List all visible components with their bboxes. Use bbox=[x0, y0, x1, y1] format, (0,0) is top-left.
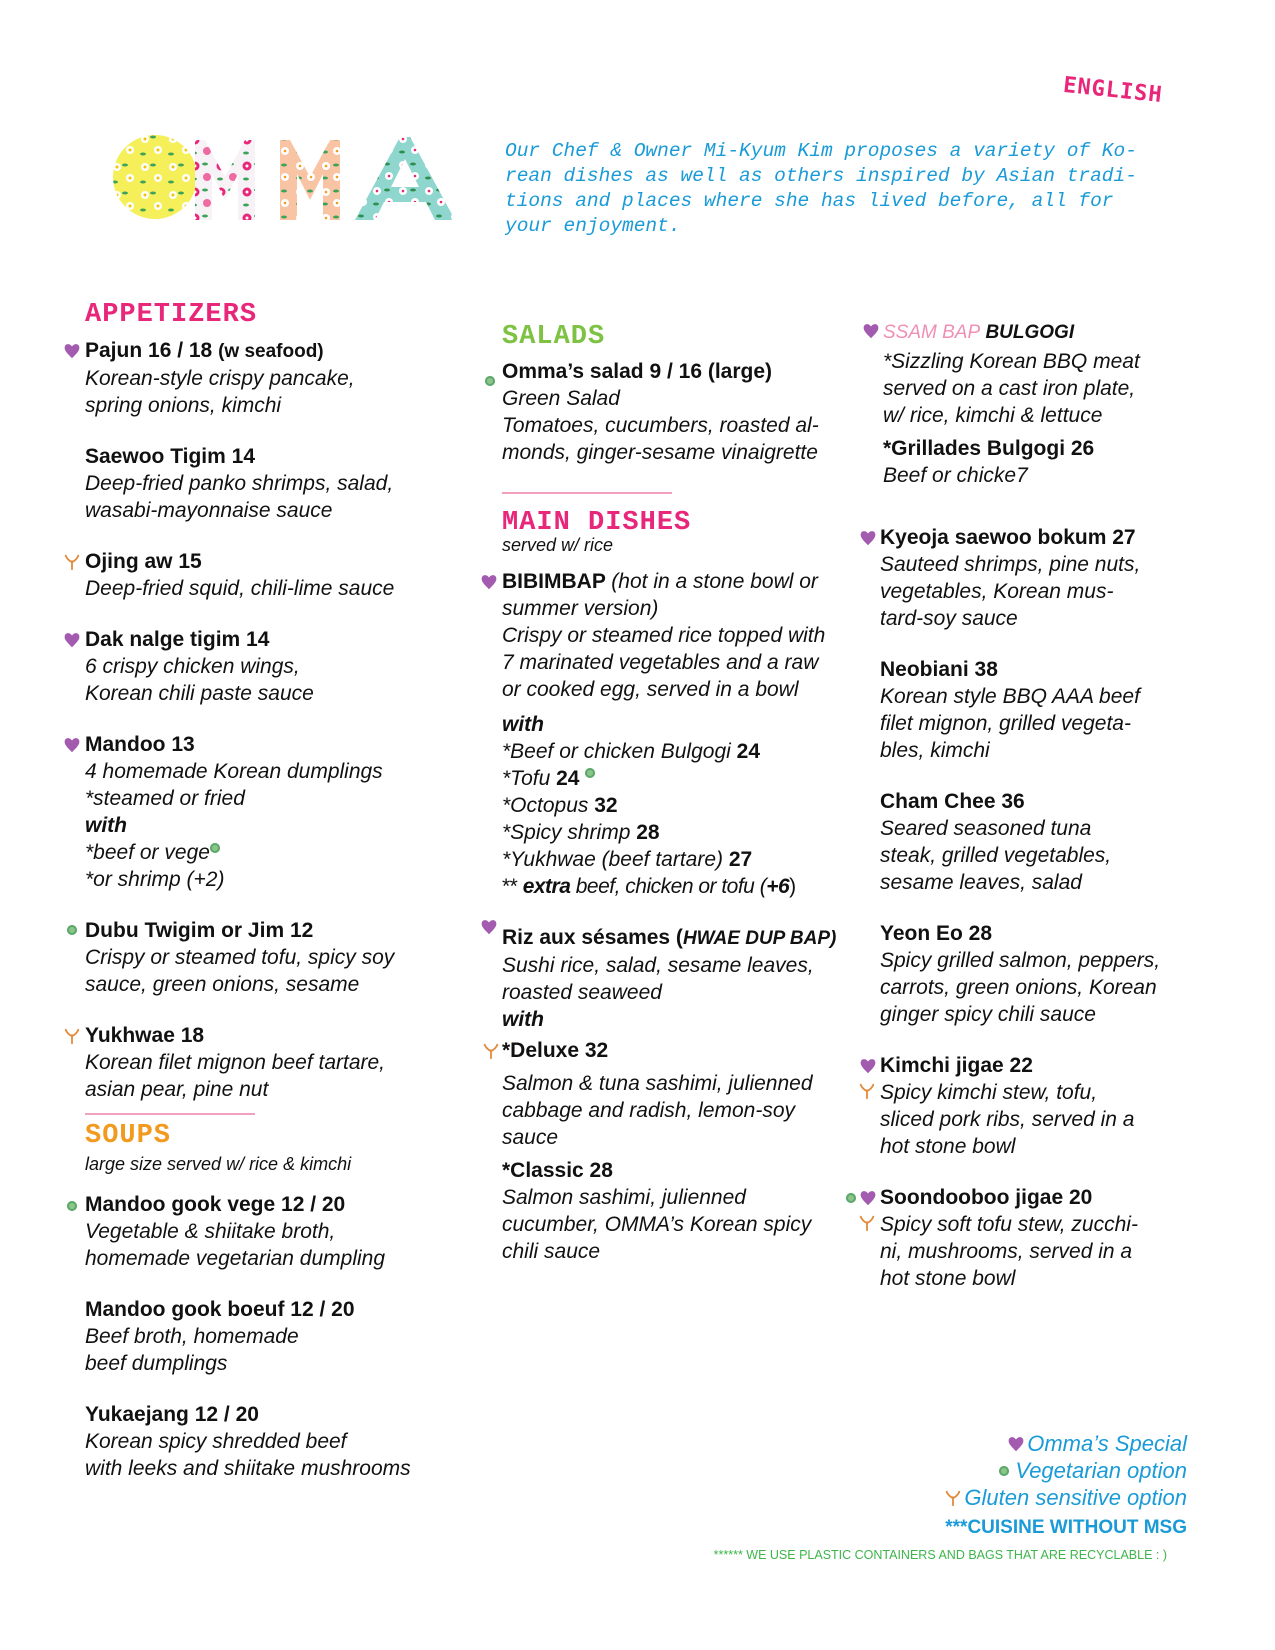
menu-item-dubu-twigim bbox=[85, 917, 455, 998]
item-option: *or shrimp (+2) bbox=[85, 868, 225, 891]
item-desc: 7 marinated vegetables and a raw bbox=[502, 651, 819, 674]
item-desc: Korean-style crispy pancake, bbox=[85, 367, 355, 390]
item-desc: tard-soy sauce bbox=[880, 607, 1018, 630]
option-label: *Beef or chicken Bulgogi bbox=[502, 740, 731, 763]
item-desc: beef dumplings bbox=[85, 1352, 228, 1375]
menu-item-kyeoja-saewoo-bokum bbox=[880, 524, 1180, 632]
sprout-icon bbox=[858, 1082, 876, 1100]
right-column-items bbox=[880, 524, 1180, 1292]
extra-bold: extra bbox=[522, 875, 571, 898]
menu-item-riz-aux-sesames bbox=[502, 924, 862, 1265]
soups-subtitle: large size served w/ rice & kimchi bbox=[85, 1154, 352, 1174]
sprout-icon bbox=[858, 1214, 876, 1232]
option-desc: Salmon sashimi, julienned bbox=[502, 1186, 746, 1209]
item-desc: ni, mushrooms, served in a bbox=[880, 1240, 1133, 1263]
item-desc: roasted seaweed bbox=[502, 981, 662, 1004]
item-name: Soondooboo jigae 20 bbox=[880, 1186, 1093, 1209]
option-price: 24 bbox=[736, 740, 761, 763]
item-desc: Sauteed shrimps, pine nuts, bbox=[880, 553, 1141, 576]
item-desc: hot stone bowl bbox=[880, 1267, 1016, 1290]
option-name: *Deluxe 32 bbox=[502, 1039, 609, 1062]
dot-icon bbox=[210, 843, 220, 853]
item-desc: sesame leaves, salad bbox=[880, 871, 1082, 894]
item-desc: with leeks and shiitake mushrooms bbox=[85, 1457, 411, 1480]
extra-close: ) bbox=[789, 875, 796, 898]
legend-vegetarian: Vegetarian option bbox=[1015, 1458, 1187, 1483]
divider bbox=[85, 1113, 255, 1115]
item-desc: Green Salad bbox=[502, 387, 620, 410]
intro-line: rean dishes as well as others inspired by Asian tradi- bbox=[505, 165, 1137, 187]
menu-item-mandoo-gook-boeuf bbox=[85, 1296, 455, 1377]
item-name-italic: HWAE DUP BAP) bbox=[682, 928, 837, 949]
item-name: *Grillades Bulgogi 26 bbox=[883, 437, 1095, 460]
legend-gluten: Gluten sensitive option bbox=[964, 1485, 1187, 1510]
item-with: with bbox=[85, 814, 127, 837]
item-option: *beef or vege bbox=[85, 841, 210, 864]
item-desc: Deep-fried panko shrimps, salad, bbox=[85, 472, 394, 495]
item-name: Kimchi jigae 22 bbox=[880, 1054, 1033, 1077]
option-name: *Classic 28 bbox=[502, 1159, 613, 1182]
left-column bbox=[85, 300, 455, 1482]
item-name: Neobiani 38 bbox=[880, 658, 998, 681]
item-name: Riz aux sésames ( bbox=[502, 926, 683, 949]
divider bbox=[502, 492, 672, 494]
extra-text: beef, chicken or tofu ( bbox=[575, 875, 767, 898]
item-desc: bles, kimchi bbox=[880, 739, 990, 762]
option-deluxe bbox=[502, 1037, 862, 1151]
option-desc: chili sauce bbox=[502, 1240, 601, 1263]
item-name: Dubu Twigim or Jim 12 bbox=[85, 919, 314, 942]
item-desc: Beef or chicke7 bbox=[883, 464, 1028, 487]
menu-item-saewoo-tigim bbox=[85, 443, 455, 524]
middle-column bbox=[502, 322, 862, 1265]
item-desc: 4 homemade Korean dumplings bbox=[85, 760, 383, 783]
right-column bbox=[883, 322, 1183, 489]
menu-item-kimchi-jigae bbox=[880, 1052, 1180, 1160]
item-desc: sauce, green onions, sesame bbox=[85, 973, 360, 996]
item-desc: *Sizzling Korean BBQ meat bbox=[883, 350, 1140, 373]
legend bbox=[767, 1430, 1187, 1539]
item-desc: filet mignon, grilled vegeta- bbox=[880, 712, 1131, 735]
item-desc: summer version) bbox=[502, 597, 659, 620]
extra-prefix: ** bbox=[502, 875, 518, 898]
item-name: Yukhwae 18 bbox=[85, 1024, 205, 1047]
soups-heading: SOUPS bbox=[85, 1121, 172, 1151]
option-label: *Octopus bbox=[502, 794, 589, 817]
menu-item-grillades-bulgogi bbox=[883, 435, 1183, 489]
intro-line: tions and places where she has lived before, all for bbox=[505, 190, 1114, 212]
menu-item-ojing-aw bbox=[85, 548, 455, 602]
legend-special: Omma’s Special bbox=[1027, 1431, 1187, 1456]
menu-item-neobiani bbox=[880, 656, 1180, 764]
msg-notice: ***CUISINE WITHOUT MSG bbox=[945, 1517, 1187, 1538]
intro-text bbox=[505, 139, 1195, 239]
item-desc: ginger spicy chili sauce bbox=[880, 1003, 1096, 1026]
heart-icon bbox=[63, 736, 81, 754]
menu-item-cham-chee bbox=[880, 788, 1180, 896]
item-desc: or cooked egg, served in a bowl bbox=[502, 678, 799, 701]
heart-icon bbox=[63, 342, 81, 360]
item-desc: served on a cast iron plate, bbox=[883, 377, 1136, 400]
menu-item-soondooboo-jigae bbox=[880, 1184, 1180, 1292]
item-desc: wasabi-mayonnaise sauce bbox=[85, 499, 333, 522]
item-desc: Spicy soft tofu stew, zucchi- bbox=[880, 1213, 1138, 1236]
main-dishes-heading: MAIN DISHES bbox=[502, 508, 692, 538]
item-desc: asian pear, pine nut bbox=[85, 1078, 269, 1101]
item-desc: Korean style BBQ AAA beef bbox=[880, 685, 1140, 708]
heart-icon bbox=[1007, 1435, 1025, 1453]
intro-line: Our Chef & Owner Mi-Kyum Kim proposes a variety of Ko- bbox=[505, 140, 1137, 162]
item-name: Mandoo 13 bbox=[85, 733, 195, 756]
item-desc: Vegetable & shiitake broth, bbox=[85, 1220, 336, 1243]
option-price: 32 bbox=[594, 794, 618, 817]
menu-item-ssam-bap bbox=[883, 322, 1183, 429]
item-name: BIBIMBAP bbox=[502, 570, 606, 593]
menu-item-mandoo bbox=[85, 731, 455, 893]
menu-item-dak-nalge-tigim bbox=[85, 626, 455, 707]
item-with: with bbox=[502, 1008, 544, 1031]
menu-item-yukaejang bbox=[85, 1401, 455, 1482]
item-desc: carrots, green onions, Korean bbox=[880, 976, 1157, 999]
item-name: Saewoo Tigim 14 bbox=[85, 445, 255, 468]
menu-item-yukhwae bbox=[85, 1022, 455, 1103]
item-desc: sliced pork ribs, served in a bbox=[880, 1108, 1135, 1131]
sprout-icon bbox=[482, 1042, 500, 1060]
item-desc: Deep-fried squid, chili-lime sauce bbox=[85, 577, 395, 600]
item-desc: Korean spicy shredded beef bbox=[85, 1430, 347, 1453]
item-name: Yeon Eo 28 bbox=[880, 922, 993, 945]
language-label[interactable]: ENGLISH bbox=[1061, 72, 1164, 109]
option-desc: Salmon & tuna sashimi, julienned bbox=[502, 1072, 813, 1095]
option-desc: cabbage and radish, lemon-soy bbox=[502, 1099, 796, 1122]
recycle-notice: ****** WE USE PLASTIC CONTAINERS AND BAGS THAT ARE RECYCLABLE : ) bbox=[713, 1548, 1167, 1562]
heart-icon bbox=[859, 1189, 877, 1207]
option-desc: cucumber, OMMA’s Korean spicy bbox=[502, 1213, 812, 1236]
dot-icon bbox=[846, 1193, 856, 1203]
item-desc: w/ rice, kimchi & lettuce bbox=[883, 404, 1103, 427]
dot-icon bbox=[67, 1201, 77, 1211]
heart-icon bbox=[63, 631, 81, 649]
item-name: Mandoo gook boeuf 12 / 20 bbox=[85, 1298, 355, 1321]
item-desc: steak, grilled vegetables, bbox=[880, 844, 1112, 867]
item-name: Ojing aw 15 bbox=[85, 550, 202, 573]
item-with: with bbox=[502, 713, 544, 736]
intro-line: your enjoyment. bbox=[505, 215, 681, 237]
menu-item-bibimbap bbox=[502, 568, 862, 900]
menu-item-yeon-eo bbox=[880, 920, 1180, 1028]
item-desc: *steamed or fried bbox=[85, 787, 245, 810]
item-desc: 6 crispy chicken wings, bbox=[85, 655, 300, 678]
item-desc: spring onions, kimchi bbox=[85, 394, 282, 417]
item-desc: Crispy or steamed rice topped with bbox=[502, 624, 826, 647]
extra-price: +6 bbox=[766, 875, 790, 898]
item-desc: Spicy kimchi stew, tofu, bbox=[880, 1081, 1098, 1104]
omma-logo bbox=[110, 132, 465, 222]
option-price: 27 bbox=[728, 848, 753, 871]
sprout-icon bbox=[63, 1027, 81, 1045]
dot-icon bbox=[999, 1466, 1009, 1476]
heart-icon bbox=[862, 322, 880, 340]
menu-item-pajun bbox=[85, 337, 455, 419]
heart-icon bbox=[859, 529, 877, 547]
option-classic bbox=[502, 1157, 862, 1265]
item-name-extra: (w seafood) bbox=[218, 341, 324, 362]
dot-icon bbox=[67, 925, 77, 935]
item-name: Yukaejang 12 / 20 bbox=[85, 1403, 259, 1426]
dot-icon bbox=[485, 376, 495, 386]
sprout-icon bbox=[944, 1489, 962, 1507]
item-desc: hot stone bowl bbox=[880, 1135, 1016, 1158]
option-price: 28 bbox=[636, 821, 660, 844]
item-desc: Beef broth, homemade bbox=[85, 1325, 299, 1348]
heart-icon bbox=[859, 1057, 877, 1075]
item-desc: vegetables, Korean mus- bbox=[880, 580, 1114, 603]
item-name-extra: (hot in a stone bowl or bbox=[611, 570, 818, 593]
item-desc: monds, ginger-sesame vinaigrette bbox=[502, 441, 818, 464]
option-price: 24 bbox=[556, 767, 580, 790]
option-desc: sauce bbox=[502, 1126, 559, 1149]
option-label: *Yukhwae (beef tartare) bbox=[502, 848, 724, 871]
item-desc: Korean filet mignon beef tartare, bbox=[85, 1051, 386, 1074]
item-name: Mandoo gook vege 12 / 20 bbox=[85, 1193, 346, 1216]
item-desc: homemade vegetarian dumpling bbox=[85, 1247, 386, 1270]
menu-item-omma-salad bbox=[502, 358, 862, 466]
menu-item-mandoo-gook-vege bbox=[85, 1191, 455, 1272]
dot-icon bbox=[585, 768, 595, 778]
sprout-icon bbox=[63, 553, 81, 571]
item-desc: Sushi rice, salad, sesame leaves, bbox=[502, 954, 814, 977]
item-desc: Korean chili paste sauce bbox=[85, 682, 314, 705]
item-desc: Spicy grilled salmon, peppers, bbox=[880, 949, 1161, 972]
item-name-color: SSAM BAP bbox=[883, 322, 981, 343]
item-name-bold: BULGOGI bbox=[985, 322, 1075, 343]
heart-icon bbox=[480, 918, 498, 936]
heart-icon bbox=[480, 573, 498, 591]
item-desc: Seared seasoned tuna bbox=[880, 817, 1092, 840]
appetizers-heading: APPETIZERS bbox=[85, 300, 258, 330]
item-name: Kyeoja saewoo bokum 27 bbox=[880, 526, 1136, 549]
item-desc: Crispy or steamed tofu, spicy soy bbox=[85, 946, 395, 969]
main-subtitle: served w/ rice bbox=[502, 535, 614, 555]
item-name: Pajun 16 / 18 bbox=[85, 339, 213, 362]
item-name: Cham Chee 36 bbox=[880, 790, 1025, 813]
salads-heading: SALADS bbox=[502, 322, 606, 352]
item-name: Dak nalge tigim 14 bbox=[85, 628, 270, 651]
option-label: *Spicy shrimp bbox=[502, 821, 631, 844]
option-label: *Tofu bbox=[502, 767, 551, 790]
item-desc: Tomatoes, cucumbers, roasted al- bbox=[502, 414, 819, 437]
item-name: Omma’s salad 9 / 16 (large) bbox=[502, 360, 773, 383]
